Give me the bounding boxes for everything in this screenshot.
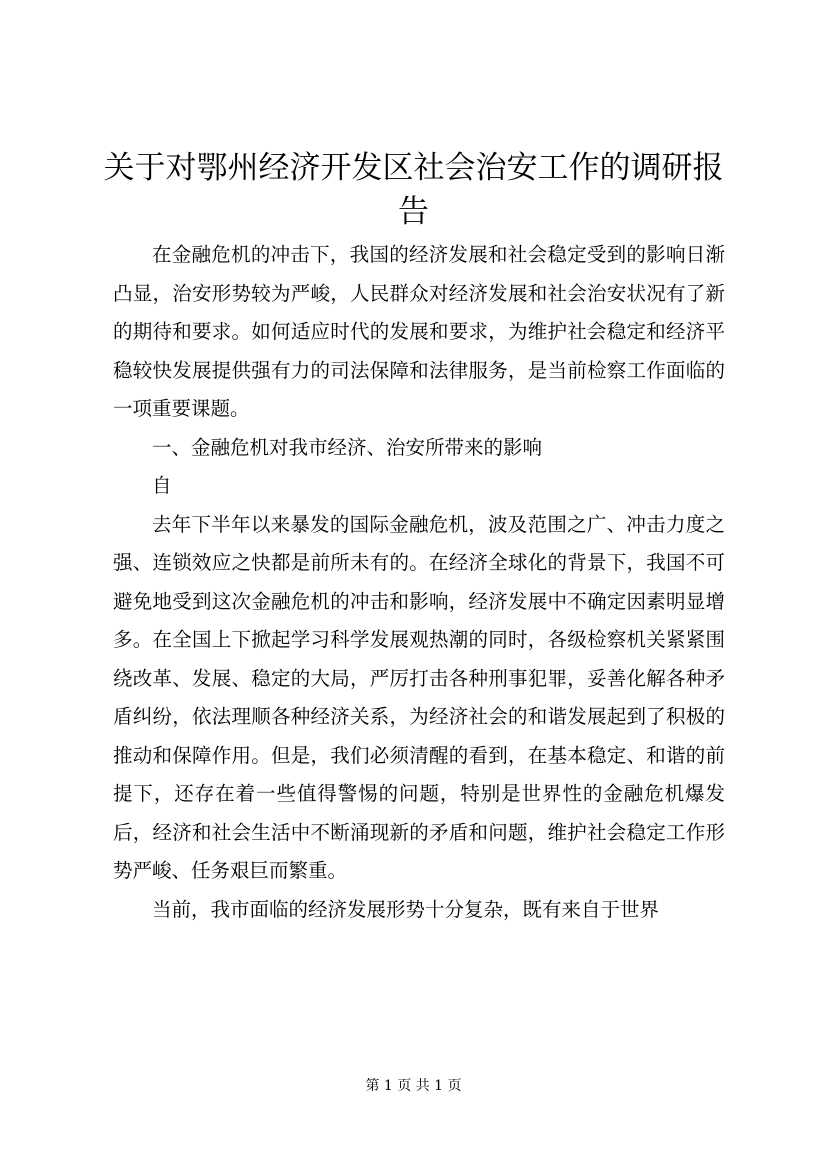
paragraph-financial-crisis: 去年下半年以来暴发的国际金融危机，波及范围之广、冲击力度之强、连锁效应之快都是前所未有的。在经济全球化的背景下，我国不可避免地受到这次金融危机的冲击和影响，经济发展中不确定因素明显增多。在全国上下掀起学习科学发展观热潮的同时，各级检察机关紧紧围绕改革、发展、稳定的大局，严厉打击各种刑事犯罪，妥善化解各种矛盾纠纷，依法理顺各种经济关系，为经济社会的和谐发展起到了积极的推动和保障作用。但是，我们必须清醒的看到，在基本稳定、和谐的前提下，还存在着一些值得警惕的问题，特别是世界性的金融危机爆发后，经济和社会生活中不断涌现新的矛盾和问题，维护社会稳定工作形势严峻、任务艰巨而繁重。 [113,512,725,882]
paragraph-fragment: 自 [152,474,172,497]
page-footer: 第 1 页 共 1 页 [365,1078,462,1094]
section-heading: 一、金融危机对我市经济、治安所带来的影响 [152,435,543,459]
paragraph-current-situation: 当前，我市面临的经济发展形势十分复杂，既有来自于世界 [152,897,660,921]
paragraph-intro: 在金融危机的冲击下，我国的经济发展和社会稳定受到的影响日渐凸显，治安形势较为严峻，人民群众对经济发展和社会治安状况有了新的期待和要求。如何适应时代的发展和要求，为维护社会稳定和经济平稳较快发展提供强有力的司法保障和法律服务，是当前检察工作面临的一项重要课题。 [113,243,725,420]
document-title: 关于对鄂州经济开发区社会治安工作的调研报告 [103,150,724,230]
document-body [113,236,725,929]
